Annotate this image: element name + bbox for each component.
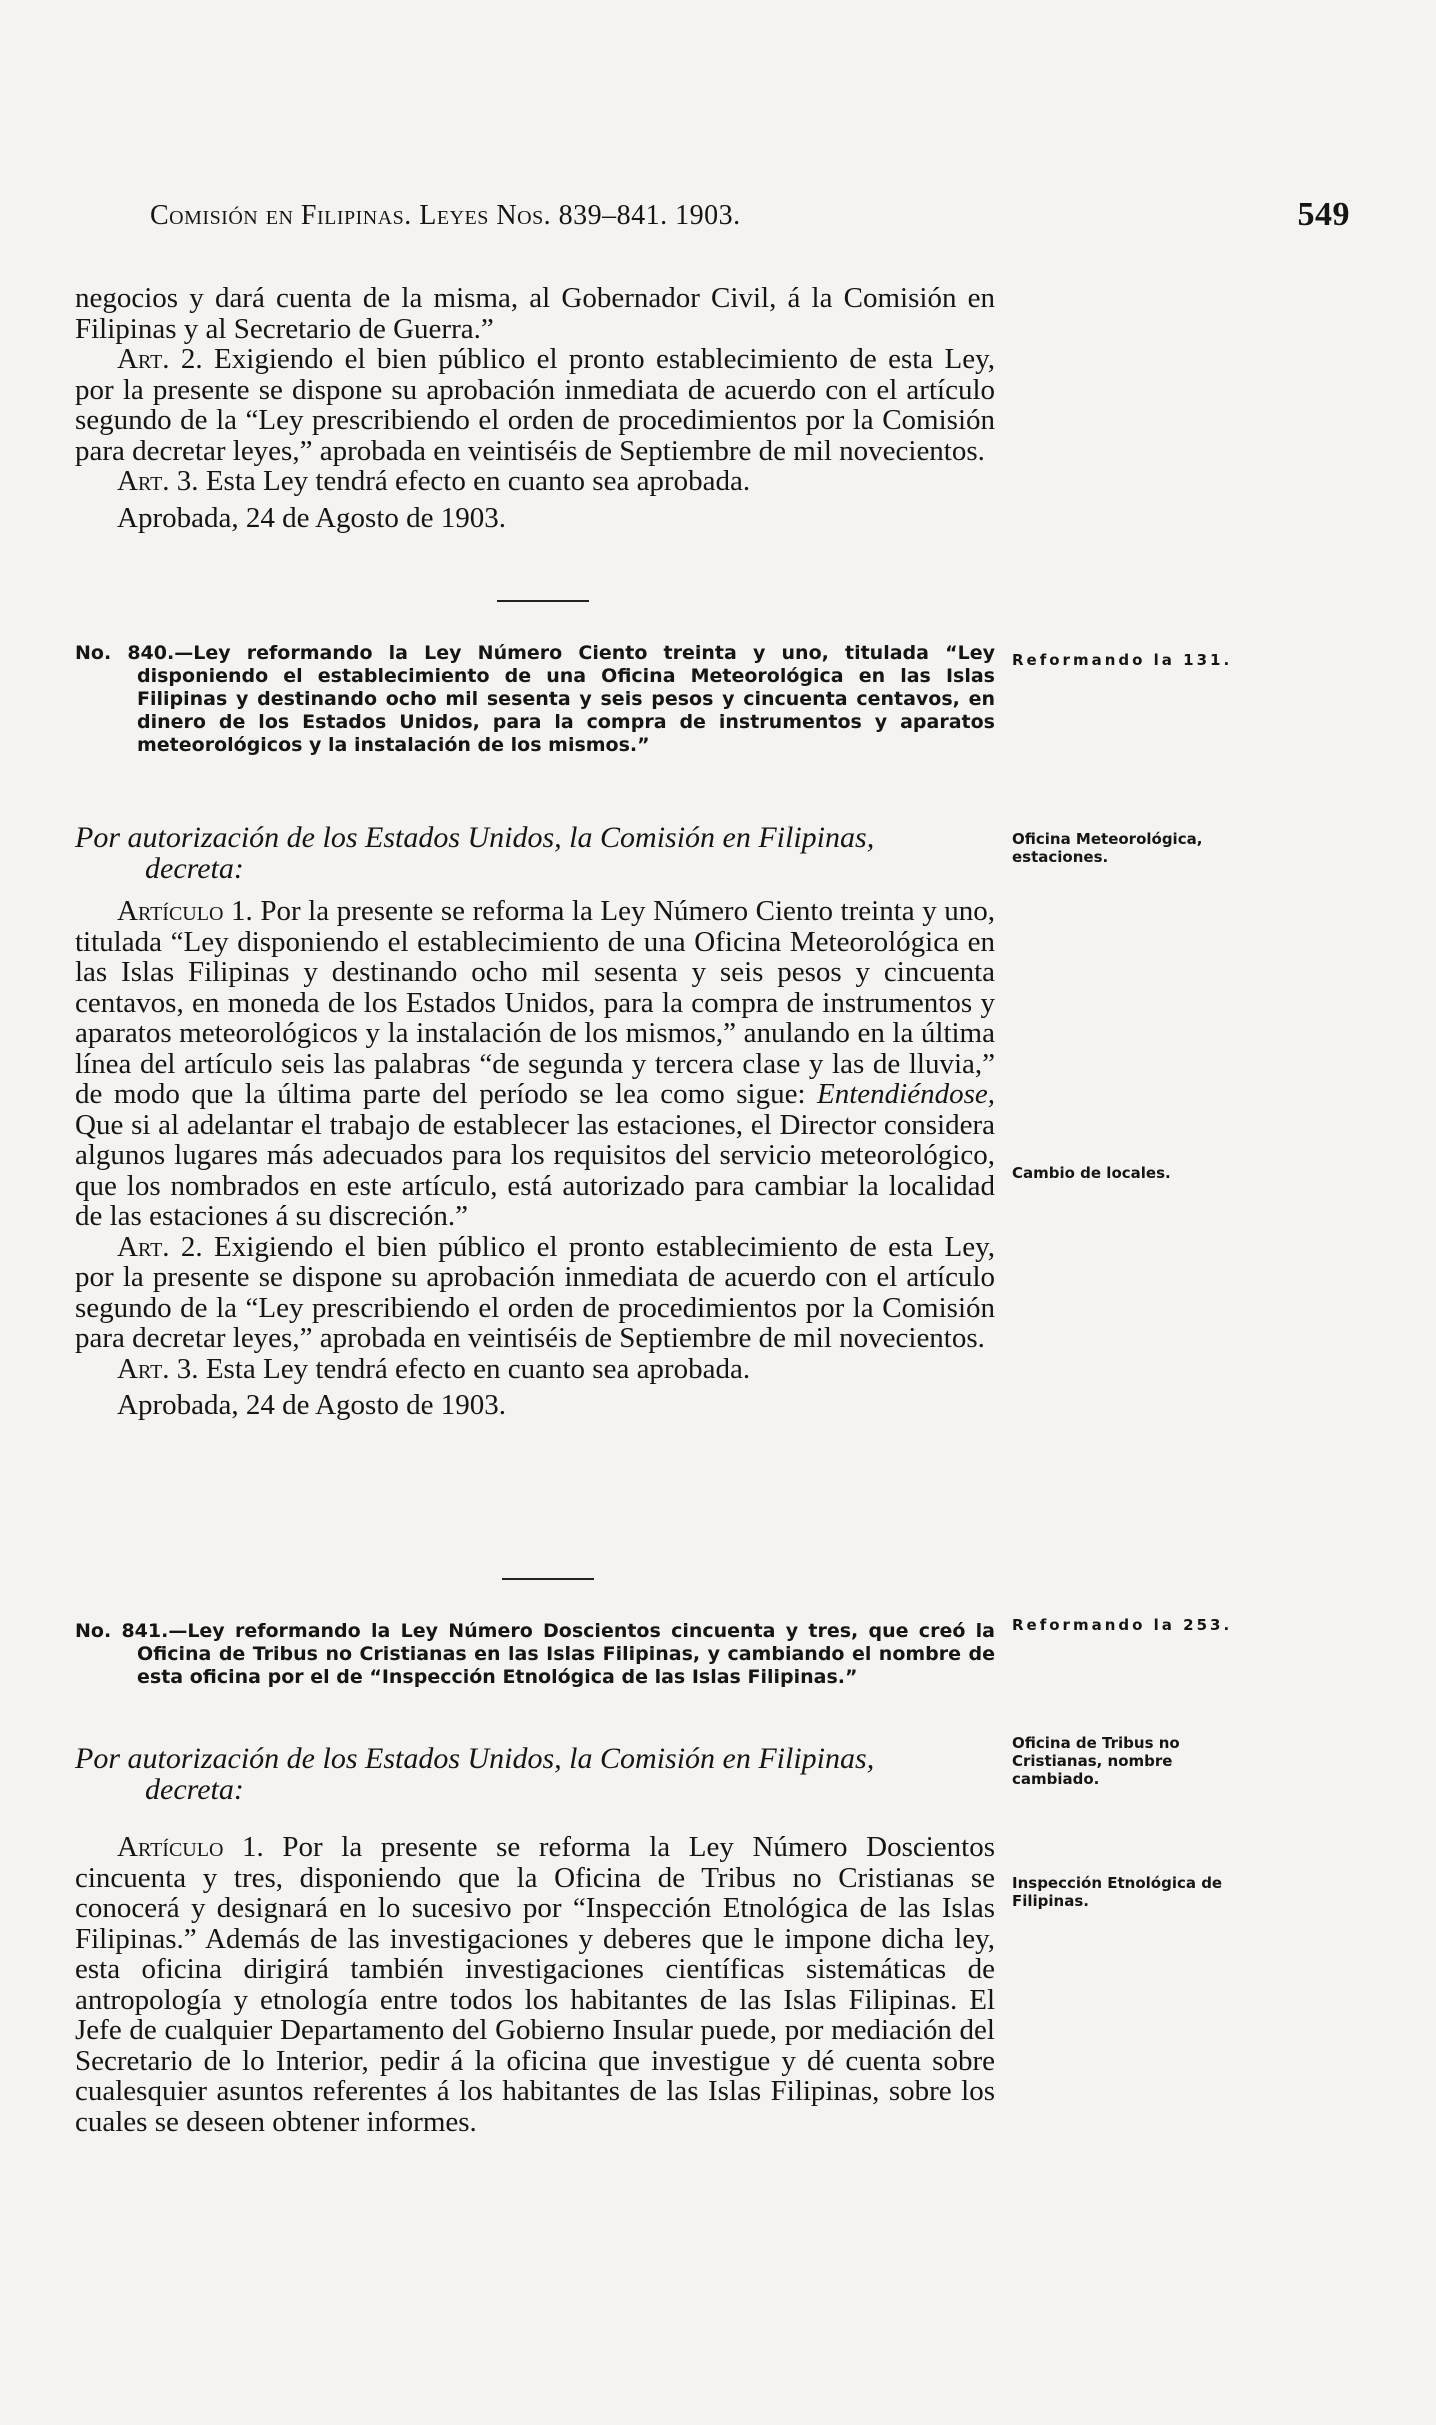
margin-note-inspeccion-etnologica: Inspección Etnológica de Filipinas. <box>1012 1874 1223 1910</box>
section-divider <box>497 600 589 602</box>
act-840-approval-date: Aprobada, 24 de Agosto de 1903. <box>117 1389 507 1421</box>
margin-note-oficina-meteorologica: Oficina Meteorológica, estaciones. <box>1012 830 1203 866</box>
article-text-continued: Que si al adelantar el trabajo de establecer las estaciones, el Director considera algunos lugares más adecuados para los requisitos del servicio meteorológico, que los nombrados en este artículo, está autorizado para cambiar la localidad de las estaciones á su discreción.” <box>75 1108 995 1232</box>
act-840-enacting-clause <box>75 822 995 884</box>
section-divider <box>502 1578 594 1580</box>
act-840-article-2 <box>75 1232 995 1354</box>
decreta-label: decreta: <box>145 1773 244 1806</box>
article-text: Exigiendo el bien público el pronto establecimiento de esta Ley, por la presente se dispone su aprobación inmediata de acuerdo con el artículo segundo de la “Ley prescribiendo el orden de procedimientos por la Comisión para decretar leyes,” aprobada en veintiséis de Septiembre de mil novecientos. <box>75 343 995 467</box>
act-839-article-3 <box>75 466 995 497</box>
margin-note-cambio-locales: Cambio de locales. <box>1012 1164 1171 1182</box>
article-label: Art. 2. <box>117 343 203 375</box>
enacting-clause-line: Por autorización de los Estados Unidos, la Comisión en Filipinas, <box>75 1742 875 1775</box>
article-text: Esta Ley tendrá efecto en cuanto sea aprobada. <box>205 465 751 497</box>
article-label: Art. 3. <box>117 1352 199 1385</box>
article-text: Por la presente se reforma la Ley Número Doscientos cincuenta y tres, disponiendo que la Oficina de Tribus no Cristianas se conocerá y designará en lo sucesivo por “Inspección Etnológica de las Islas Filipinas.” Además de las investigaciones y deberes que le impone dicha ley, esta oficina dirigirá también investigaciones científicas sistemáticas de antropología y etnología entre todos los habitantes de las Islas Filipinas. El Jefe de cualquier Departamento del Gobierno Insular puede, por mediación del Secretario de lo Interior, pedir á la oficina que investigue y dé cuenta sobre cualesquier asuntos referentes á los habitantes de las Islas Filipinas, sobre los cuales se deseen obtener informes. <box>75 1831 996 2138</box>
act-839-closing-paragraph: negocios y dará cuenta de la misma, al Gobernador Civil, á la Comisión en Filipinas y al Secretario de Guerra.” <box>75 282 995 345</box>
decreta-label: decreta: <box>145 852 244 885</box>
article-text: Por la presente se reforma la Ley Número Ciento treinta y uno, titulada “Ley disponiendo el establecimiento de una Oficina Meteorológica en las Islas Filipinas y destinando ocho mil sesenta y seis pesos y cincuenta centavos, en moneda de los Estados Unidos, para la compra de instrumentos y aparatos meteorológicos y la instalación de los mismos,” anulando en la última línea del artículo seis las palabras “de segunda y tercera clase y las de lluvia,” de modo que la última parte del período se lea como sigue: <box>75 895 996 1110</box>
act-841-title: No. 841.—Ley reformando la Ley Número Doscientos cincuenta y tres, que creó la Oficina de Tribus no Cristianas en las Islas Filipinas, y cambiando el nombre de esta oficina por el de “Inspección Etnológica de las Islas Filipinas.” <box>75 1620 995 1688</box>
margin-note-tribus-no-cristianas: Oficina de Tribus no Cristianas, nombre cambiado. <box>1012 1734 1180 1788</box>
act-839-approval-date: Aprobada, 24 de Agosto de 1903. <box>117 501 507 534</box>
article-text: Exigiendo el bien público el pronto establecimiento de esta Ley, por la presente se dispone su aprobación inmediata de acuerdo con el artículo segundo de la “Ley prescribiendo el orden de procedimientos por la Comisión para decretar leyes,” aprobada en veintiséis de Septiembre de mil novecientos. <box>75 1230 995 1354</box>
act-840-article-3 <box>75 1354 995 1385</box>
act-840-title-block <box>75 642 995 757</box>
act-840-article-1 <box>75 896 995 1232</box>
act-841-article-1 <box>75 1832 995 2137</box>
article-text: Esta Ley tendrá efecto en cuanto sea aprobada. <box>205 1352 751 1385</box>
act-841-title-block <box>75 1620 995 1689</box>
running-title: Comisión en Filipinas. Leyes Nos. 839–841. 1903. <box>150 200 741 231</box>
article-label: Artículo 1. <box>117 1831 264 1863</box>
act-839-article-2 <box>75 344 995 466</box>
act-840-title: No. 840.—Ley reformando la Ley Número Ciento treinta y uno, titulada “Ley disponiendo el establecimiento de una Oficina Meteorológica en las Islas Filipinas y destinando ocho mil sesenta y seis pesos y cincuenta centavos, en dinero de los Estados Unidos, para la compra de instrumentos y aparatos meteorológicos y la instalación de los mismos.” <box>75 642 995 756</box>
act-841-body <box>75 1832 995 2137</box>
article-label: Art. 3. <box>117 465 199 497</box>
act-840-body <box>75 896 995 1421</box>
enacting-clause-line: Por autorización de los Estados Unidos, la Comisión en Filipinas, <box>75 821 875 854</box>
margin-note-reformando-131: Reformando la 131. <box>1012 651 1233 669</box>
act-839-continuation <box>75 283 995 533</box>
act-841-enacting-clause <box>75 1743 995 1805</box>
margin-note-reformando-253: Reformando la 253. <box>1012 1616 1233 1634</box>
article-label: Artículo 1. <box>117 895 253 927</box>
proviso-italic: Entendiéndose, <box>817 1078 996 1110</box>
article-label: Art. 2. <box>117 1230 203 1263</box>
page-number: 549 <box>1297 196 1350 233</box>
